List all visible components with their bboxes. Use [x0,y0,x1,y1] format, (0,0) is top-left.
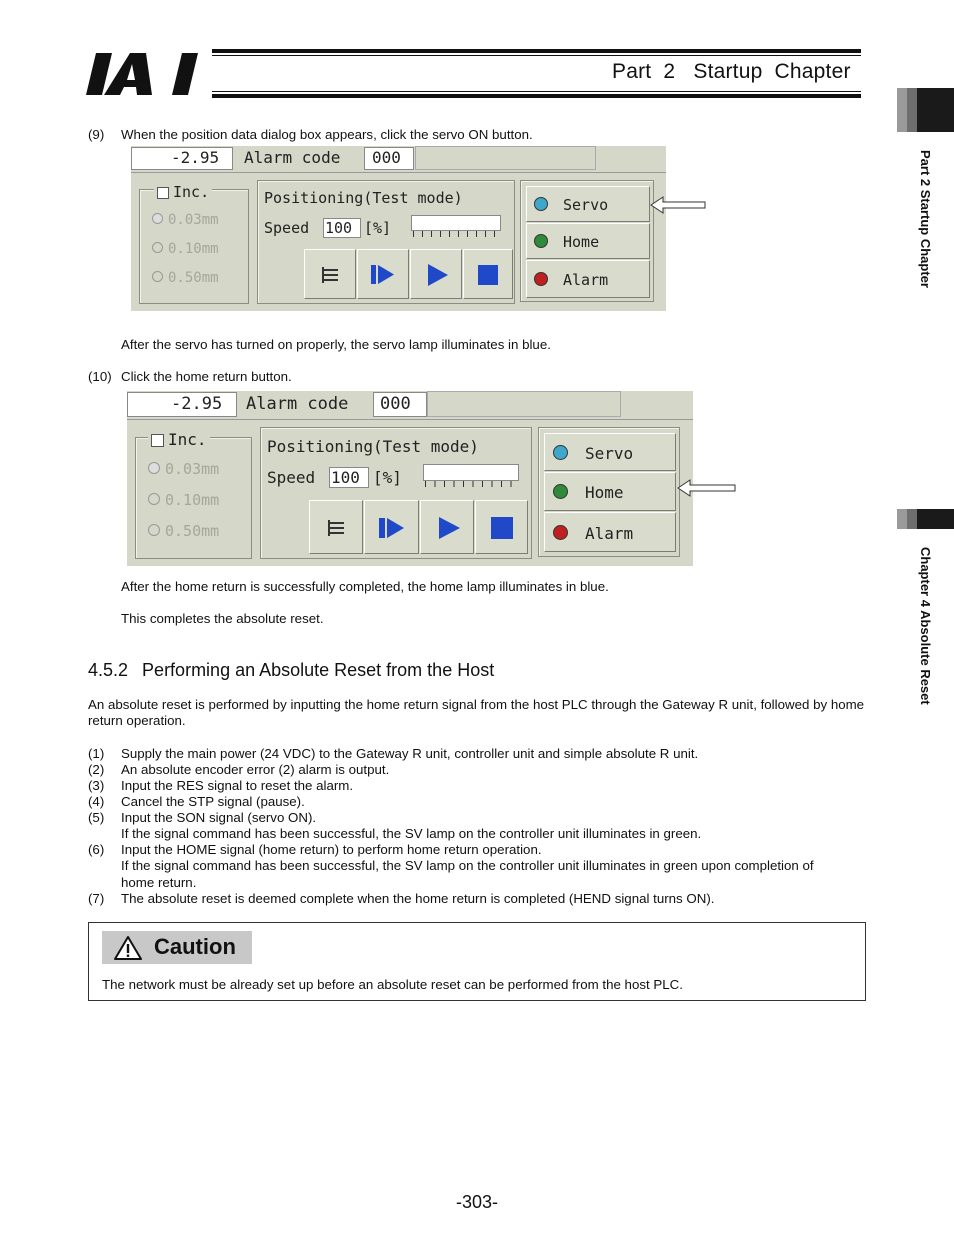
inc-option-1-b[interactable]: 0.03mm [148,460,219,478]
speed-slider[interactable] [411,215,501,231]
inc-checkbox-2[interactable] [151,434,164,447]
mode-label: Positioning(Test mode) [264,189,463,207]
list-item: (3) Input the RES signal to reset the alarm. [88,778,354,793]
speed-slider-2[interactable] [423,464,519,481]
speed-unit-2: [%] [373,468,402,487]
servo-lamp-2 [553,445,568,460]
part-side-label: Part 2 Startup Chapter [918,150,933,288]
positioning-group-2 [260,427,532,559]
inc-option-3[interactable]: 0.50mm [152,270,219,286]
step-forward-button[interactable] [357,249,409,299]
alarm-code-label-2: Alarm code [246,394,349,414]
servo-lamp [534,197,548,211]
inc-label-2: Inc. [168,430,207,449]
inc-option-2-b[interactable]: 0.10mm [148,491,219,509]
list-item: (4) Cancel the STP signal (pause). [88,794,305,809]
list-button-2[interactable] [309,500,363,554]
list-item: (2) An absolute encoder error (2) alarm is output. [88,762,390,777]
section-heading [88,660,494,681]
speed-label: Speed [264,219,310,237]
alarm-lamp-2 [553,525,568,540]
list-button[interactable] [304,249,356,299]
status-lamps-group [520,180,654,302]
list-item: (1) Supply the main power (24 VDC) to the Gateway R unit, controller unit and simple absolute R unit. [88,746,699,761]
home-button-2[interactable]: Home [544,472,676,511]
inc-option-1[interactable]: 0.03mm [152,212,219,228]
status-bar-2 [127,391,693,420]
chapter-title: Part 2 Startup Chapter [612,60,851,83]
inc-group [139,183,249,304]
step-forward-icon [358,250,410,300]
speed-value-2[interactable]: 100 [331,468,360,487]
speed-label-2: Speed [267,468,316,487]
step-forward-button-2[interactable] [364,500,419,554]
inc-group-2 [135,430,252,559]
list-item: (5) Input the SON signal (servo ON). If the signal command has been successful, the SV lamp on the controller unit illuminates in green. [88,810,702,841]
slider-ticks-2 [425,481,515,487]
status-lamps-group-2 [538,427,680,557]
list-icon [310,501,364,555]
chapter-side-label: Chapter 4 Absolute Reset [918,547,933,705]
servo-button[interactable]: Servo [526,186,650,222]
alarm-lamp [534,272,548,286]
part-tab [897,88,954,132]
inc-checkbox[interactable] [157,187,169,199]
inc-option-3-b[interactable]: 0.50mm [148,522,219,540]
alarm-code-value-2: 000 [380,394,411,414]
chapter-tab [897,509,954,529]
inc-label: Inc. [173,183,210,201]
status-bar [131,146,666,173]
section-intro: An absolute reset is performed by inputting the home return signal from the host PLC through the Gateway R unit, followed by home return operation. [88,697,865,728]
iai-logo [86,50,204,98]
stop-icon [476,501,529,555]
after-servo-text: After the servo has turned on properly, the servo lamp illuminates in blue. [121,337,551,352]
list-icon [305,250,357,300]
caution-title: Caution [154,934,236,959]
arrow-left-icon [650,196,706,214]
start-button[interactable] [410,249,462,299]
mode-label-2: Positioning(Test mode) [267,437,479,456]
section-number: 4.5.2 [88,660,129,680]
arrow-left-icon [677,479,736,497]
home-lamp-2 [553,484,568,499]
list-item: (7) The absolute reset is deemed complete when the home return is completed (HEND signal turns ON). [88,891,715,906]
step-forward-icon [365,501,420,555]
position-readout: -2.95 [171,148,220,167]
position-readout-2: -2.95 [171,394,223,414]
home-button[interactable]: Home [526,223,650,259]
inc-option-2[interactable]: 0.10mm [152,241,219,257]
play-icon [421,501,475,555]
alarm-button[interactable]: Alarm [526,260,650,298]
stop-button[interactable] [463,249,513,299]
step-10-text: Click the home return button. [121,369,292,384]
slider-ticks [413,231,498,237]
caution-header [102,931,252,964]
steps-list [0,746,880,907]
step-9-text: When the position data dialog box appears, click the servo ON button. [121,127,533,142]
alarm-code-value: 000 [372,148,401,167]
alarm-button-2[interactable]: Alarm [544,512,676,552]
completes-text: This completes the absolute reset. [121,611,324,626]
stop-icon [464,250,514,300]
speed-value[interactable]: 100 [325,219,353,237]
stop-button-2[interactable] [475,500,528,554]
play-icon [411,250,463,300]
warning-icon [113,935,143,961]
positioning-group [257,180,515,304]
position-dialog-1 [131,146,666,311]
header-rule-bottom-thin [212,91,861,92]
home-lamp [534,234,548,248]
start-button-2[interactable] [420,500,474,554]
alarm-code-label: Alarm code [244,148,341,167]
caution-text: The network must be already set up before an absolute reset can be performed from the host PLC. [102,977,683,992]
header-rule-top [212,49,861,53]
section-title: Performing an Absolute Reset from the Host [142,660,495,680]
servo-button-2[interactable]: Servo [544,433,676,471]
header-rule-top-thin [212,55,861,56]
position-dialog-2 [127,391,693,566]
step-9-number: (9) [88,127,105,142]
list-item: (6) Input the HOME signal (home return) to perform home return operation. If the signal command has been successful, the SV lamp on the controller unit illuminates in green upon completion of home return. [88,842,814,890]
page-number: -303- [455,1192,499,1212]
step-10-number: (10) [88,369,112,384]
after-home-text: After the home return is successfully completed, the home lamp illuminates in blue. [121,579,609,594]
header-rule-bottom [212,94,861,98]
speed-unit: [%] [364,219,392,237]
